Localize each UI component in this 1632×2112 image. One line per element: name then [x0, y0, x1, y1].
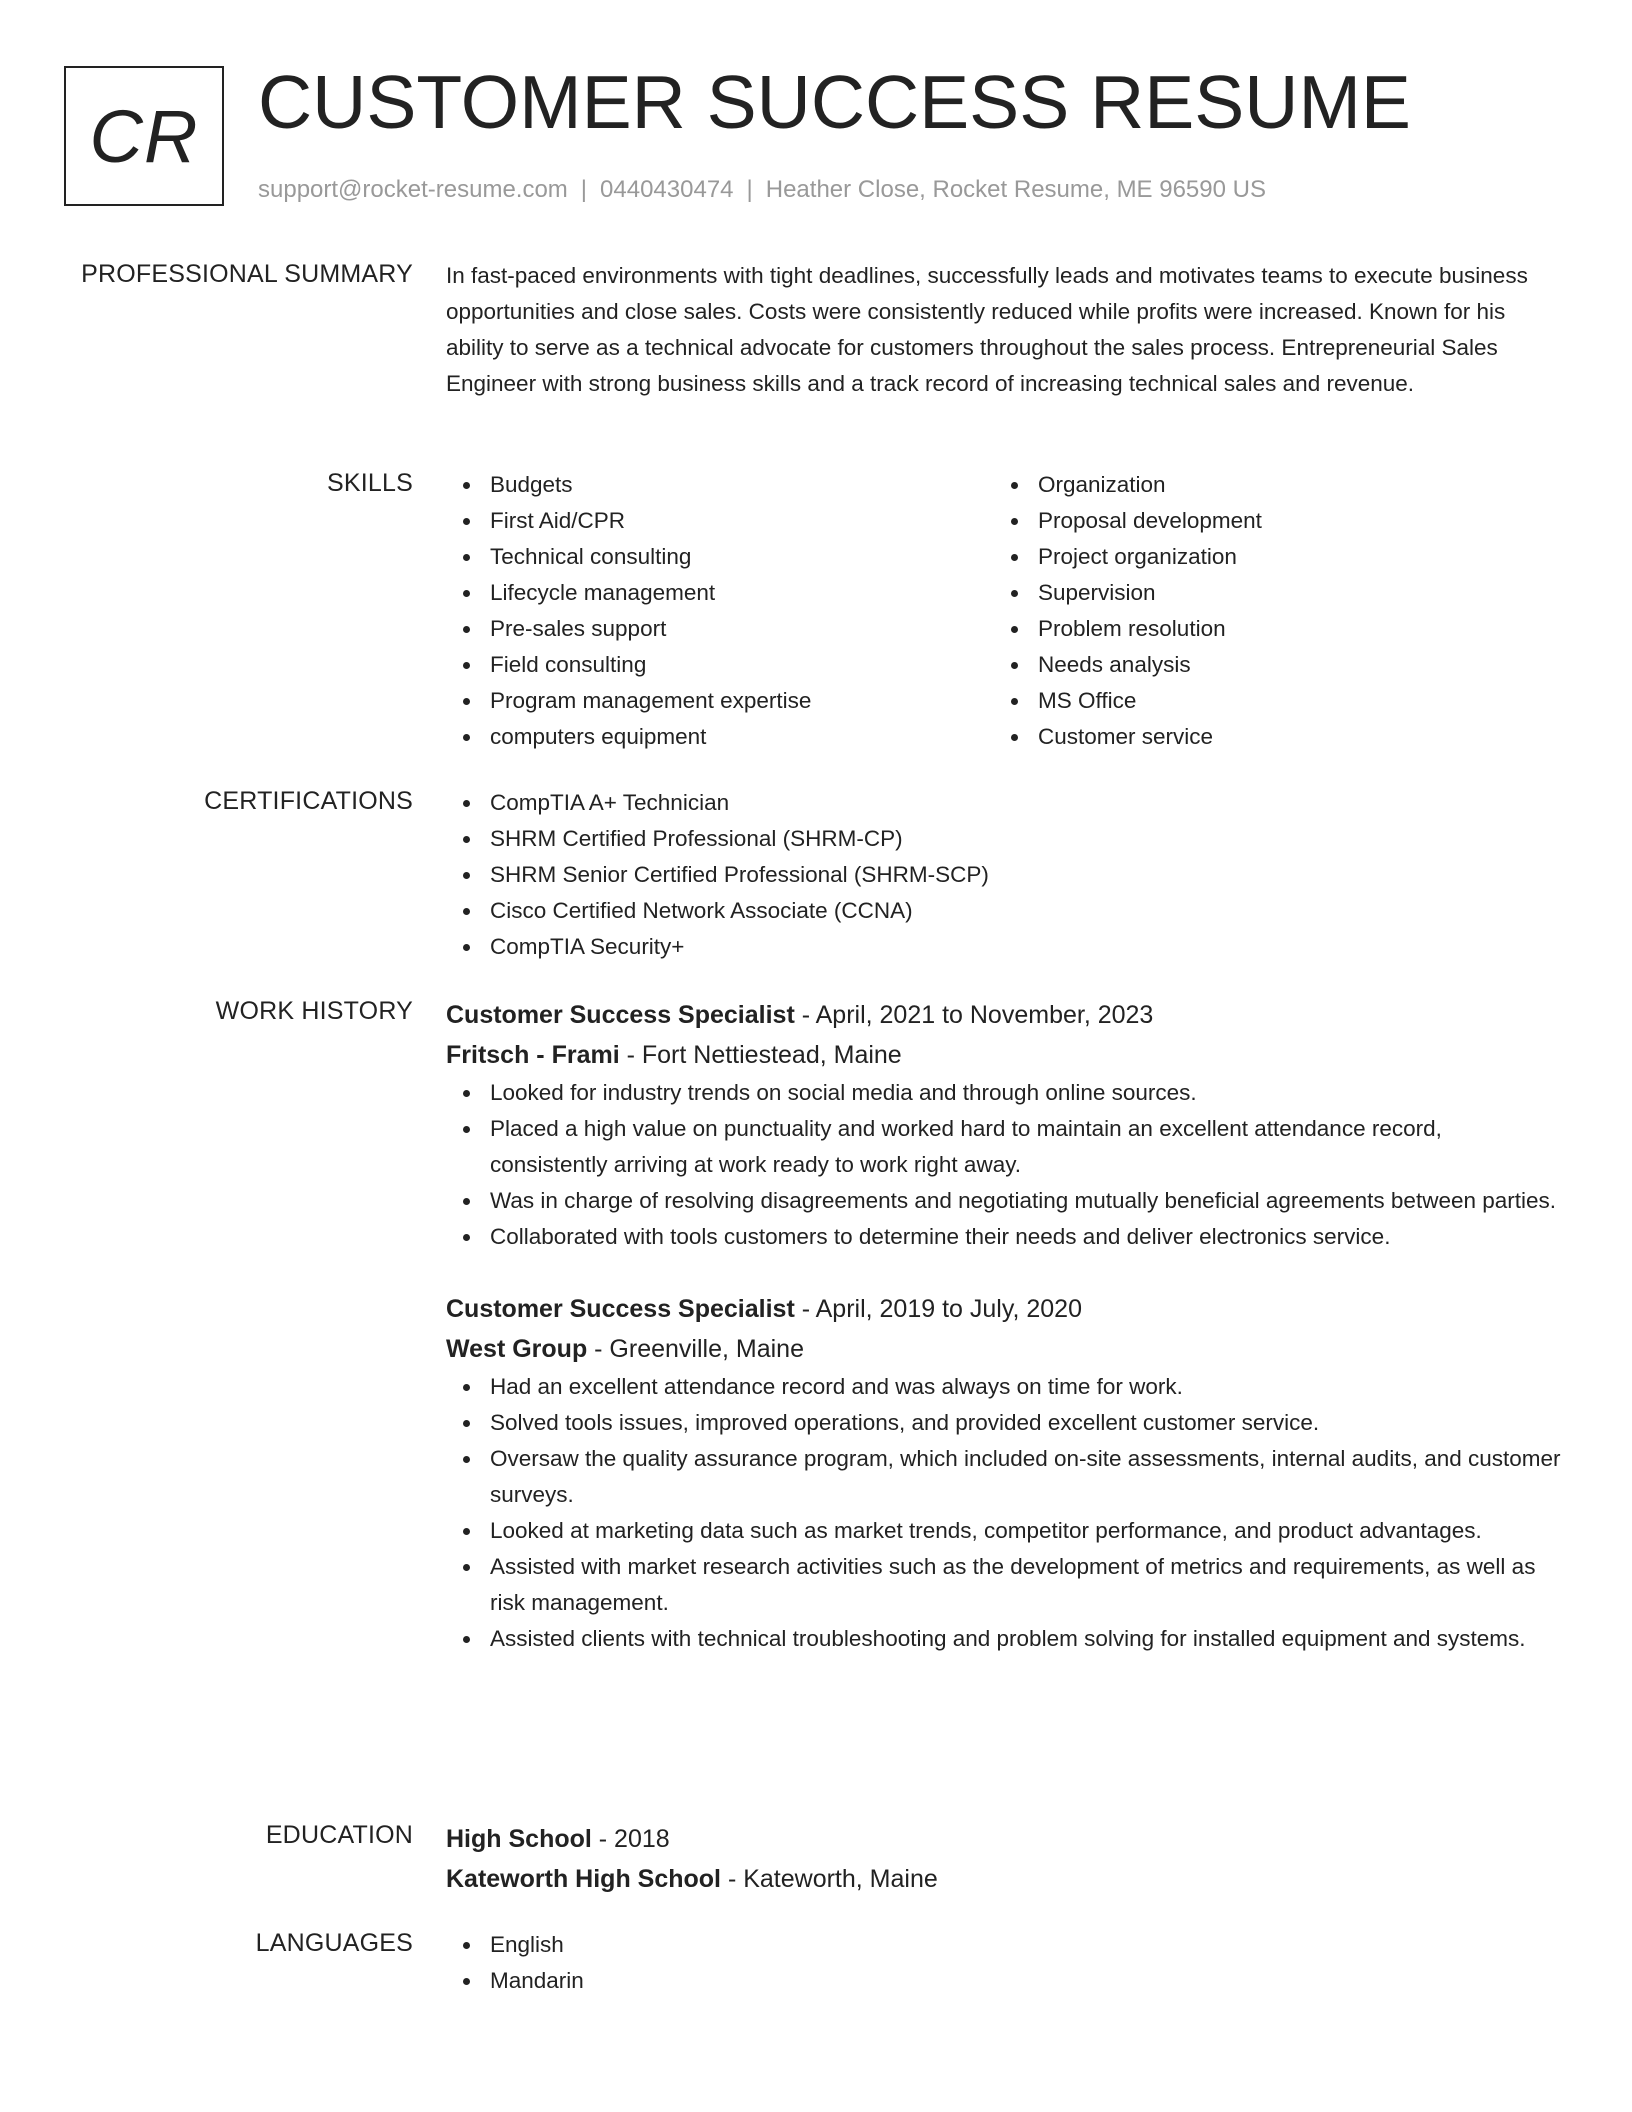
- job-duty-item: Looked at marketing data such as market trends, competitor performance, and product advantages.: [446, 1513, 1561, 1549]
- certifications-label: CERTIFICATIONS: [204, 787, 413, 815]
- skill-item: Organization: [994, 467, 1542, 503]
- company-name: West Group: [446, 1335, 588, 1363]
- skill-item: Customer service: [994, 719, 1542, 755]
- job-duty-item: Had an excellent attendance record and was always on time for work.: [446, 1369, 1561, 1405]
- skills-column-left: [446, 467, 994, 755]
- job-duty-item: Was in charge of resolving disagreements and negotiating mutually beneficial agreements between parties.: [446, 1183, 1561, 1219]
- skill-item: Supervision: [994, 575, 1542, 611]
- degree-line: [446, 1819, 1561, 1859]
- job-duty-item: Assisted clients with technical troubleshooting and problem solving for installed equipment and systems.: [446, 1621, 1561, 1657]
- job-title-line: [446, 995, 1561, 1035]
- skill-item: Needs analysis: [994, 647, 1542, 683]
- company-line: [446, 1035, 1561, 1075]
- job-dates: - April, 2019 to July, 2020: [794, 1295, 1082, 1323]
- job-duty-item: Looked for industry trends on social media and through online sources.: [446, 1075, 1561, 1111]
- contact-email: support@rocket-resume.com: [258, 176, 568, 203]
- skill-item: Project organization: [994, 539, 1542, 575]
- skills-column-right: [994, 467, 1542, 755]
- summary-body: [446, 258, 1561, 402]
- skill-item: Budgets: [446, 467, 994, 503]
- skill-item: Problem resolution: [994, 611, 1542, 647]
- contact-phone: 0440430474: [600, 176, 734, 203]
- certification-item: SHRM Senior Certified Professional (SHRM-SCP): [446, 857, 1561, 893]
- work-history-label: WORK HISTORY: [215, 997, 413, 1025]
- company-location: - Greenville, Maine: [587, 1335, 804, 1363]
- skill-item: MS Office: [994, 683, 1542, 719]
- job-duty-item: Oversaw the quality assurance program, which included on-site assessments, internal audits, and customer surveys.: [446, 1441, 1561, 1513]
- job-duties: [446, 1075, 1561, 1255]
- contact-separator: |: [580, 176, 588, 203]
- skills-label: SKILLS: [327, 469, 413, 497]
- skill-item: Program management expertise: [446, 683, 994, 719]
- language-item: English: [446, 1927, 1561, 1963]
- certification-item: CompTIA Security+: [446, 929, 1561, 965]
- skill-item: computers equipment: [446, 719, 994, 755]
- job-duty-item: Assisted with market research activities such as the development of metrics and requirements, as well as risk management.: [446, 1549, 1561, 1621]
- language-item: Mandarin: [446, 1963, 1561, 1999]
- company-location: - Fort Nettiestead, Maine: [619, 1041, 902, 1069]
- resume-title: CUSTOMER SUCCESS RESUME: [258, 60, 1411, 144]
- degree: High School: [446, 1825, 592, 1853]
- education-label: EDUCATION: [265, 1821, 413, 1849]
- skill-item: Proposal development: [994, 503, 1542, 539]
- job-duties: [446, 1369, 1561, 1657]
- work-history-body: [446, 995, 1561, 1657]
- contact-separator: |: [746, 176, 753, 203]
- skill-item: Pre-sales support: [446, 611, 994, 647]
- job-duty-item: Placed a high value on punctuality and worked hard to maintain an excellent attendance record, consistently arriving at work ready to work right away.: [446, 1111, 1561, 1183]
- contact-line: [258, 175, 1266, 205]
- job-entry: [446, 1289, 1561, 1657]
- skill-item: Lifecycle management: [446, 575, 994, 611]
- certification-item: Cisco Certified Network Associate (CCNA): [446, 893, 1561, 929]
- skill-item: Field consulting: [446, 647, 994, 683]
- school-line: [446, 1859, 1561, 1899]
- school-name: Kateworth High School: [446, 1865, 721, 1893]
- skills-body: [446, 467, 1561, 755]
- job-entry: [446, 995, 1561, 1255]
- certifications-body: [446, 785, 1561, 965]
- job-title-line: [446, 1289, 1561, 1329]
- summary-label: PROFESSIONAL SUMMARY: [81, 260, 413, 288]
- job-title: Customer Success Specialist: [446, 1295, 795, 1323]
- certification-item: CompTIA A+ Technician: [446, 785, 1561, 821]
- school-location: - Kateworth, Maine: [721, 1865, 938, 1893]
- summary-text: In fast-paced environments with tight deadlines, successfully leads and motivates teams to execute business opportunities and close sales. Costs were consistently reduced while profits were increased. Known for his ability to serve as a technical advocate for customers throughout the sales process. Entrepreneurial Sales Engineer with strong business skills and a track record of increasing technical sales and revenue.: [446, 263, 1528, 396]
- education-body: [446, 1819, 1561, 1899]
- job-title: Customer Success Specialist: [446, 1001, 795, 1029]
- company-name: Fritsch - Frami: [446, 1041, 620, 1069]
- job-duty-item: Solved tools issues, improved operations, and provided excellent customer service.: [446, 1405, 1561, 1441]
- contact-address: Heather Close, Rocket Resume, ME 96590 US: [765, 176, 1266, 203]
- languages-label: LANGUAGES: [255, 1929, 413, 1957]
- skill-item: Technical consulting: [446, 539, 994, 575]
- skill-item: First Aid/CPR: [446, 503, 994, 539]
- certification-item: SHRM Certified Professional (SHRM-CP): [446, 821, 1561, 857]
- graduation-year: - 2018: [591, 1825, 670, 1853]
- languages-body: [446, 1927, 1561, 1999]
- job-dates: - April, 2021 to November, 2023: [794, 1001, 1154, 1029]
- monogram-text: CR: [89, 94, 199, 178]
- monogram-badge: [64, 66, 224, 206]
- job-duty-item: Collaborated with tools customers to determine their needs and deliver electronics service.: [446, 1219, 1561, 1255]
- company-line: [446, 1329, 1561, 1369]
